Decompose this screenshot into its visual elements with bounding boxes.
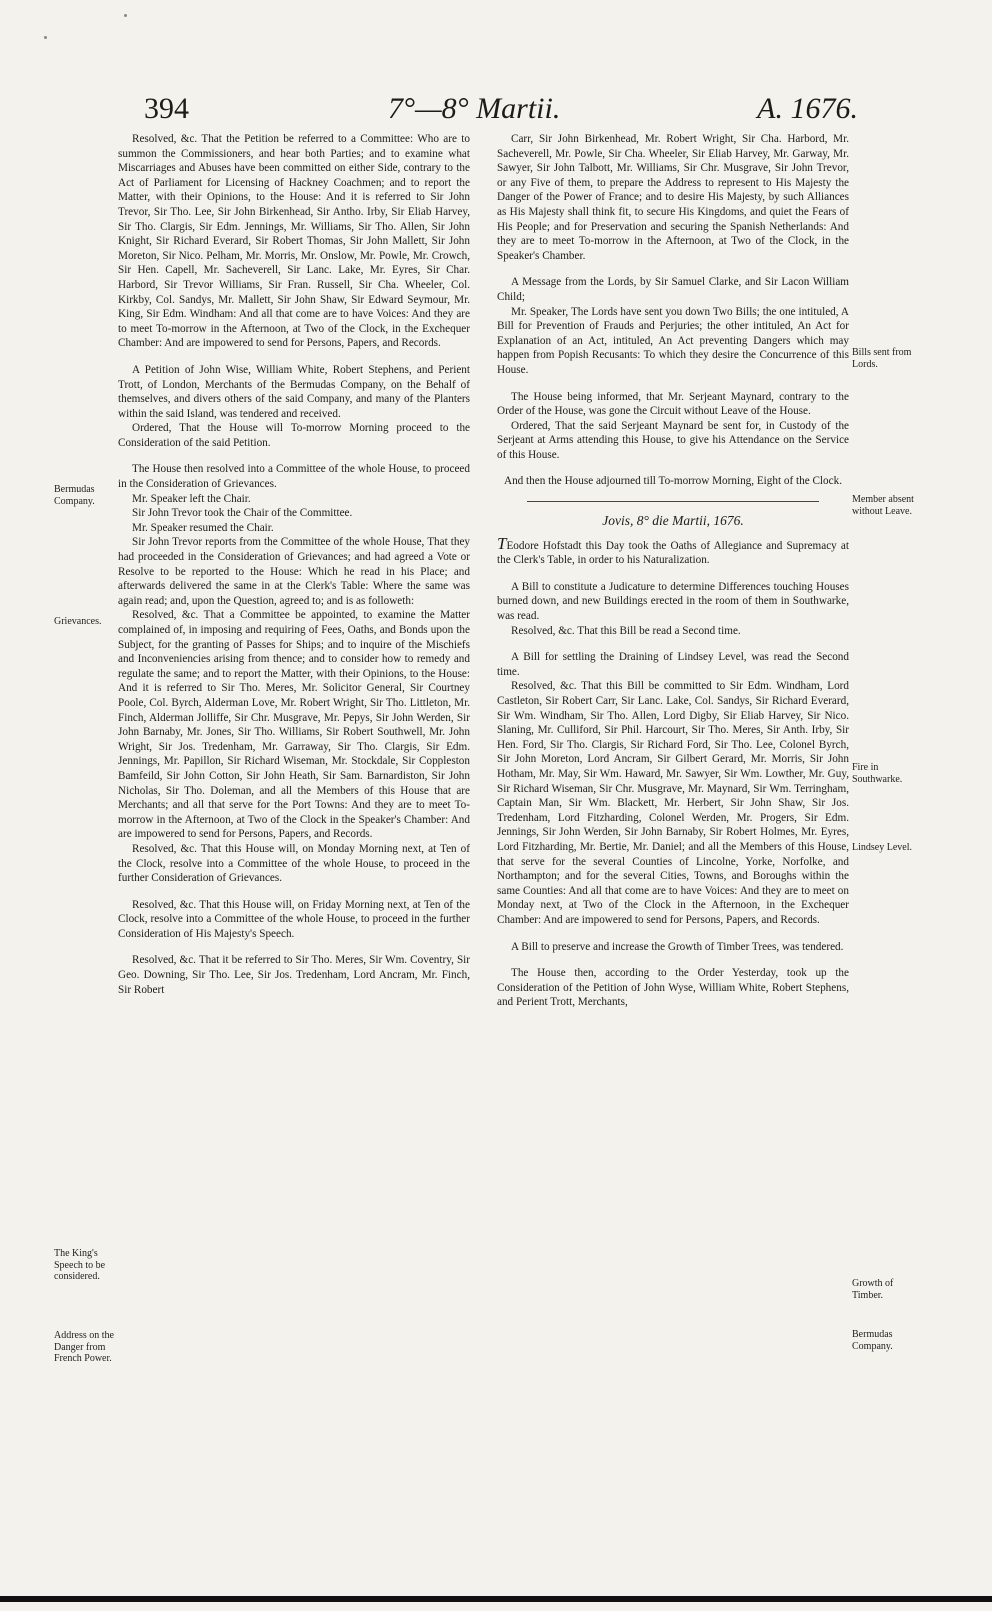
paragraph: Ordered, That the House will To-morrow Morning proceed to the Consideration of the said Petition. xyxy=(118,422,470,449)
paragraph: Sir John Trevor reports from the Committee of the whole House, That they had proceeded in the Consideration of Grievances; and had agreed a Vote or Resolve to be reported to the House: Which he read in his Place; and afterwards delivered the same in at the Clerk's Table: Where the same was again read; and, upon the Question, agreed to; and is as followeth: xyxy=(118,536,470,607)
left-column xyxy=(118,132,470,997)
scan-edge xyxy=(0,1596,992,1602)
margin-note: Member absent without Leave. xyxy=(852,494,914,517)
margin-note: Address on the Danger from French Power. xyxy=(54,1330,114,1365)
running-date: 7°—8° Martii. xyxy=(388,92,561,125)
paragraph: The House then resolved into a Committee of the whole House, to proceed in the Consideration of Grievances. xyxy=(118,463,470,491)
margin-note: The King's Speech to be considered. xyxy=(54,1248,106,1283)
paragraph: Carr, Sir John Birkenhead, Mr. Robert Wright, Sir Cha. Harbord, Mr. Sacheverell, Mr. Powle, Sir Cha. Wheeler, Sir Eliab Harvey, Mr. Garway, Mr. Sawyer, Sir John Talbott, Mr. Williams, Sir Chr. Musgrave, Sir John Trevor, or any Five of them, to prepare the Address to represent to His Majesty the Danger of the Power of France; and to desire His Majesty, by such Alliances as His Majesty shall think fit, to secure His Kingdoms, and quiet the Fears of His People; and for Preservation and securing the Spanish Netherlands: And they are to meet To-morrow in the Afternoon, at Two of the Clock, in the Speaker's Chamber. xyxy=(497,133,849,262)
paragraph-text: Eodore Hofstadt this Day took the Oaths of Allegiance and Supremacy at the Clerk's Table, in order to his Naturalization. xyxy=(497,539,849,567)
margin-note: Bermudas Company. xyxy=(852,1329,893,1352)
paragraph: Resolved, &c. That a Committee be appointed, to examine the Matter complained of, in imposing and requiring of Fees, Oaths, and Bonds upon the Subject, for the granting of Passes for Ships; and to inquire of the Mischiefs and Inconveniencies arising from thence; and to consider how to remedy and regulate the same; and to report the Matter, with their Opinions, to the House: And it is referred to Sir Tho. Meres, Mr. Solicitor General, Sir Courtney Poole, Col. Byrch, Alderman Love, Mr. Robert Wright, Sir Tho. Littleton, Mr. Finch, Alderman Jolliffe, Sir Chr. Musgrave, Mr. Pepys, Sir John Werden, Sir John Barnaby, Mr. Jones, Sir Tho. Williams, Sir Robert Southwell, Mr. John Wright, Sir Jos. Tredenham, Mr. Garraway, Sir Tho. Clargis, Sir Edm. Jennings, Mr. Papillon, Sir Richard Wiseman, Mr. Stockdale, Sir Coppleston Bamfeild, Sir John Cotton, Sir John Heath, Sir Sam. Barnardiston, Sir John Nicholas, Sir Tho. Doleman, and all the Members of this House that are Merchants; and all that serve for the Port Towns: And they are to meet To-morrow in the Afternoon, at Two of the Clock in the Speaker's Chamber: And are impowered to send for Persons, Papers, and Records. xyxy=(118,609,470,841)
margin-note: Grievances. xyxy=(54,616,102,627)
margin-note: Fire in Southwarke. xyxy=(852,762,903,785)
page-number: 394 xyxy=(144,92,189,125)
paragraph: Resolved, &c. That this Bill be read a Second time. xyxy=(511,624,741,637)
page-header xyxy=(138,92,858,132)
paragraph: The House being informed, that Mr. Serjeant Maynard, contrary to the Order of the House, was gone the Circuit without Leave of the House. xyxy=(497,390,849,418)
paragraph: Sir John Trevor took the Chair of the Committee. xyxy=(132,507,353,520)
margin-note: Bermudas Company. xyxy=(54,484,95,507)
paragraph: Mr. Speaker resumed the Chair. xyxy=(132,521,274,534)
running-year: A. 1676. xyxy=(757,92,858,125)
paragraph xyxy=(497,533,849,568)
paragraph: A Message from the Lords, by Sir Samuel Clarke, and Sir Lacon William Child; xyxy=(497,276,849,303)
section-divider xyxy=(527,501,819,502)
paragraph: Resolved, &c. That this Bill be committed to Sir Edm. Windham, Lord Castleton, Sir Robert Carr, Sir Lanc. Lake, Col. Sandys, Sir Richard Everard, Sir Wm. Windham, Sir Tho. Allen, Lord Digby, Sir Eliab Harvey, Sir Nico. Slaning, Mr. Culliford, Sir Phil. Harcourt, Sir Tho. Meres, Sir Anth. Irby, Sir Hen. Ford, Sir Tho. Clargis, Sir Richard Ford, Sir Tho. Lee, Colonel Byrch, Sir John Moreton, Lord Ancram, Sir Gilbert Gerard, Mr. Morris, Sir John Hotham, Mr. May, Sir Wm. Haward, Mr. Sawyer, Sir Wm. Lowther, Mr. Guy, Sir Richard Wiseman, Sir Chr. Musgrave, Mr. Maynard, Sir Wm. Terringham, Captain Man, Sir Wm. Blackett, Mr. Herbert, Sir John Shaw, Sir Jos. Tredenham, Lord Fitzharding, Colonel Werden, Mr. Progers, Sir Edm. Jennings, Sir John Werden, Sir John Barnaby, Sir Robert Holmes, Mr. Eyres, Lord Fitzharding, Mr. Bertie, Mr. Daniel; and all the Members of this House, that serve for the several Counties of Lincolne, Yorke, Norfolke, and Northampton; and for the several Cities, Towns, and Boroughs within the same Counties: And all that come are to have Voices: And they are to meet on Monday next, at Two of the Clock in the Afternoon, in the Exchequer Chamber: And are impowered to send for Persons, Papers, and Records. xyxy=(497,680,849,926)
drop-cap: T xyxy=(497,533,507,553)
adjournment-line: And then the House adjourned till To-morrow Morning, Eight of the Clock. xyxy=(503,475,842,488)
margin-note: Lindsey Level. xyxy=(852,842,912,853)
paragraph: A Petition of John Wise, William White, Robert Stephens, and Perient Trott, of London, Merchants of the Bermudas Company, on the Behalf of themselves, and divers others of the said Company, and many of the Planters within the said Island, was tendered and received. xyxy=(118,363,470,420)
paper-speck xyxy=(124,14,127,17)
right-column xyxy=(497,132,849,1010)
paragraph: Resolved, &c. That it be referred to Sir Tho. Meres, Sir Wm. Coventry, Sir Geo. Downing, Sir Tho. Lee, Sir Jos. Tredenham, Lord Ancram, Mr. Finch, Sir Robert xyxy=(118,954,470,996)
paragraph: Resolved, &c. That this House will, on Monday Morning next, at Ten of the Clock, resolve into a Committee of the whole House, to proceed in the further Consideration of Grievances. xyxy=(118,842,470,885)
paper-speck xyxy=(44,36,47,39)
paragraph: Mr. Speaker, The Lords have sent you down Two Bills; the one intituled, A Bill for Prevention of Frauds and Perjuries; the other intituled, An Act for Explanation of an Act, intituled, An Act preventing Dangers which may happen from Popish Recusants: To which they desire the Concurrence of this House. xyxy=(497,305,849,376)
paragraph: Resolved, &c. That this House will, on Friday Morning next, at Ten of the Clock, resolve into a Committee of the whole House, to proceed in the further Consideration of His Majesty's Speech. xyxy=(118,898,470,940)
paragraph: Mr. Speaker left the Chair. xyxy=(132,492,251,505)
margin-note: Growth of Timber. xyxy=(852,1278,894,1301)
day-heading: Jovis, 8° die Martii, 1676. xyxy=(602,513,744,529)
paragraph: A Bill for settling the Draining of Lindsey Level, was read the Second time. xyxy=(497,651,849,678)
paragraph: A Bill to constitute a Judicature to determine Differences touching Houses burned down, and new Buildings erected in the room of them in Southwarke, was read. xyxy=(497,580,849,623)
paragraph: A Bill to preserve and increase the Growth of Timber Trees, was tendered. xyxy=(511,940,844,953)
margin-note: Bills sent from Lords. xyxy=(852,347,912,370)
paragraph: The House then, according to the Order Yesterday, took up the Consideration of the Petition of John Wyse, William White, Robert Stephens, and Perient Trott, Merchants, xyxy=(497,967,849,1009)
paragraph: Ordered, That the said Serjeant Maynard be sent for, in Custody of the Serjeant at Arms attending this House, to give his Attendance on the Service of this House. xyxy=(497,419,849,461)
paragraph: Resolved, &c. That the Petition be referred to a Committee: Who are to summon the Commissioners, and hear both Parties; and to examine what Miscarriages and Abuses have been committed on either Side, contrary to the Act of Parliament for Licensing of Hackney Coachmen; and to report the Matter, with their Opinions, to the House: And it is referred to Sir John Trevor, Sir Tho. Lee, Sir John Birkenhead, Sir Antho. Irby, Sir Eliab Harvey, Sir Tho. Clargis, Sir Edm. Jennings, Mr. Williams, Sir Tho. Allen, Sir John Knight, Sir Richard Everard, Sir Robert Thomas, Sir John Mallett, Sir John Moreton, Sir Nico. Pelham, Mr. Morris, Mr. Onslow, Mr. Powle, Mr. Crowch, Sir Hen. Capell, Mr. Sacheverell, Sir Lanc. Lake, Mr. Eyres, Sir Char. Harbord, Sir Trevor Williams, Sir Fran. Russell, Sir Cha. Wheeler, Col. Kirkby, Col. Sandys, Mr. Mallett, Sir John Shaw, Sir Edward Seymour, Mr. King, Sir Edm. Windham: And all that come are to have Voices: And they are to meet To-morrow in the Afternoon, at Two of the Clock, in the Exchequer Chamber: And are impowered to send for Persons, Papers, and Records. xyxy=(118,133,470,350)
